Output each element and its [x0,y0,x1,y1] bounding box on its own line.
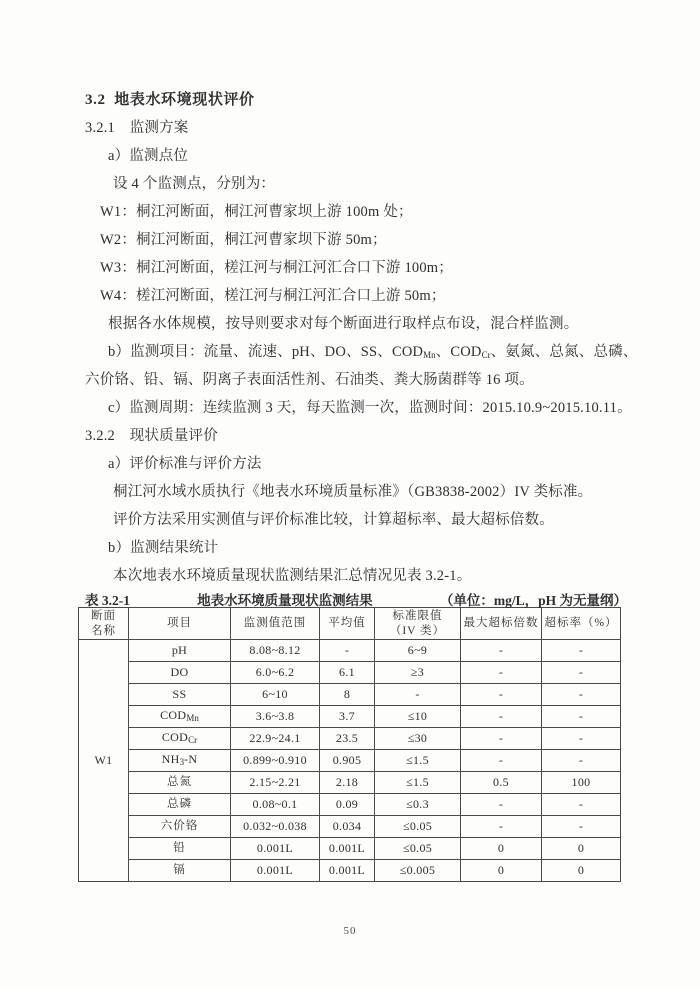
header-average: 平均值 [320,608,375,640]
cell-exceed-rate: - [542,684,621,706]
item-text: -N [184,752,198,767]
cell-limit: ≥3 [375,662,461,684]
section-heading-3-2-1: 3.2.1 监测方案 [85,120,189,136]
table-header-row [79,608,621,640]
cell-item: 镉 [129,860,231,882]
table-row [79,860,621,882]
cell-max-exceed: - [461,794,542,816]
table-row [79,706,621,728]
cell-range: 0.001L [231,838,320,860]
cell-limit: ≤0.05 [375,838,461,860]
cell-item: 六价铬 [129,816,231,838]
table-caption [85,590,627,607]
cell-limit: ≤0.005 [375,860,461,882]
cell-avg: - [320,640,375,662]
table-caption-unit: （单位：mg/L，pH 为无量纲） [439,592,627,608]
cell-range: 0.032~0.038 [231,816,320,838]
subscript-cr: Cr [481,350,491,360]
item-text: COD [161,730,189,745]
cell-range: 0.001L [231,860,320,882]
cell-avg: 0.001L [320,860,375,882]
cell-exceed-rate: - [542,794,621,816]
table-row [79,794,621,816]
cell-exceed-rate: - [542,816,621,838]
cell-item: 总氮 [129,772,231,794]
subscript-3: 3 [179,757,185,768]
cell-max-exceed: 0 [461,838,542,860]
subscript-cr: Cr [188,735,198,746]
cell-exceed-rate: - [542,706,621,728]
header-standard-limit [375,608,461,640]
text-segment: b）监测项目：流量、流速、pH、DO、SS、COD [108,344,424,360]
para-sampling-layout: 根据各水体规模，按导则要求对每个断面进行取样点布设，混合样监测。 [108,316,579,332]
cell-section-w1: W1 [79,640,129,882]
table-row [79,750,621,772]
cell-item [129,728,231,750]
cell-exceed-rate: 0 [542,860,621,882]
header-range: 监测值范围 [231,608,320,640]
cell-avg: 6.1 [320,662,375,684]
cell-limit: 6~9 [375,640,461,662]
cell-limit: ≤1.5 [375,750,461,772]
subscript-mn: Mn [423,350,436,360]
subscript-mn: Mn [186,713,199,724]
cell-max-exceed: - [461,640,542,662]
para-a-evaluation-standard: a）评价标准与评价方法 [108,456,262,472]
cell-max-exceed: - [461,662,542,684]
cell-limit: ≤1.5 [375,772,461,794]
para-monitoring-points-intro: 设 4 个监测点，分别为： [113,176,276,192]
cell-range: 3.6~3.8 [231,706,320,728]
cell-max-exceed: 0 [461,860,542,882]
para-monitoring-items-cont: 六价铬、铅、镉、阴离子表面活性剂、石油类、粪大肠菌群等 16 项。 [85,372,534,388]
table-row [79,662,621,684]
line-w4: W4：槎江河断面，槎江河与桐江河汇合口上游 50m； [100,288,446,304]
page-content [85,86,638,882]
cell-range: 2.15~2.21 [231,772,320,794]
line-w1: W1：桐江河断面，桐江河曹家坝上游 100m 处； [100,204,413,220]
cell-limit: ≤0.05 [375,816,461,838]
section-heading-3-2: 3.2 地表水环境现状评价 [85,92,255,108]
monitoring-results-table [78,607,621,882]
cell-item: 铅 [129,838,231,860]
cell-avg: 8 [320,684,375,706]
cell-range: 0.899~0.910 [231,750,320,772]
cell-max-exceed: - [461,684,542,706]
table-row [79,816,621,838]
header-text: 标准限值 [392,610,443,623]
cell-range: 0.08~0.1 [231,794,320,816]
cell-range: 6.0~6.2 [231,662,320,684]
cell-item [129,706,231,728]
table-row [79,728,621,750]
cell-item: DO [129,662,231,684]
header-text: （IV 类） [389,624,446,637]
cell-avg: 0.905 [320,750,375,772]
cell-limit: ≤0.3 [375,794,461,816]
cell-exceed-rate: 0 [542,838,621,860]
cell-avg: 2.18 [320,772,375,794]
table-caption-title: 地表水环境质量现状监测结果 [197,592,373,608]
cell-max-exceed: - [461,750,542,772]
header-item: 项目 [129,608,231,640]
cell-limit: ≤30 [375,728,461,750]
cell-item: pH [129,640,231,662]
table-row [79,684,621,706]
cell-max-exceed: - [461,706,542,728]
cell-item [129,750,231,772]
cell-avg: 0.001L [320,838,375,860]
cell-exceed-rate: - [542,662,621,684]
para-b-result-statistics: b）监测结果统计 [108,540,219,556]
text-segment: 、氨氮、总氮、总磷、 [490,344,638,360]
table-caption-label: 表 3.2-1 [85,592,130,608]
cell-limit: ≤10 [375,706,461,728]
cell-item: SS [129,684,231,706]
cell-max-exceed: - [461,816,542,838]
para-evaluation-method: 评价方法采用实测值与评价标准比较，计算超标率、最大超标倍数。 [113,512,554,528]
cell-range: 6~10 [231,684,320,706]
line-w3: W3：桐江河断面，槎江河与桐江河汇合口下游 100m； [100,260,453,276]
para-c-monitoring-period: c）监测周期：连续监测 3 天，每天监测一次，监测时间：2015.10.9~2015.10.11。 [108,400,632,416]
cell-exceed-rate: 100 [542,772,621,794]
cell-range: 8.08~8.12 [231,640,320,662]
para-water-quality-standard: 桐江河水域水质执行《地表水环境质量标准》（GB3838-2002）IV 类标准。 [113,484,593,500]
section-heading-3-2-2: 3.2.2 现状质量评价 [85,428,218,444]
cell-exceed-rate: - [542,728,621,750]
cell-max-exceed: 0.5 [461,772,542,794]
para-b-monitoring-items [85,338,638,366]
line-w2: W2：桐江河断面，桐江河曹家坝下游 50m； [100,232,387,248]
header-max-exceed: 最大超标倍数 [461,608,542,640]
para-table-reference: 本次地表水环境质量现状监测结果汇总情况见表 3.2-1。 [113,568,472,584]
cell-item: 总磷 [129,794,231,816]
header-exceed-rate: 超标率（%） [542,608,621,640]
text-segment: 、COD [435,344,482,360]
cell-avg: 23.5 [320,728,375,750]
cell-avg: 0.034 [320,816,375,838]
page-number: 50 [343,925,357,937]
item-text: COD [160,708,187,723]
header-text: 断面 [91,610,116,623]
cell-exceed-rate: - [542,640,621,662]
header-section-name [79,608,129,640]
cell-avg: 0.09 [320,794,375,816]
cell-limit: - [375,684,461,706]
cell-exceed-rate: - [542,750,621,772]
table-row [79,772,621,794]
para-a-monitoring-points: a）监测点位 [108,148,189,164]
cell-max-exceed: - [461,728,542,750]
table-row [79,640,621,662]
cell-range: 22.9~24.1 [231,728,320,750]
header-text: 名称 [91,624,116,637]
table-row [79,838,621,860]
item-text: NH [161,752,180,767]
cell-avg: 3.7 [320,706,375,728]
